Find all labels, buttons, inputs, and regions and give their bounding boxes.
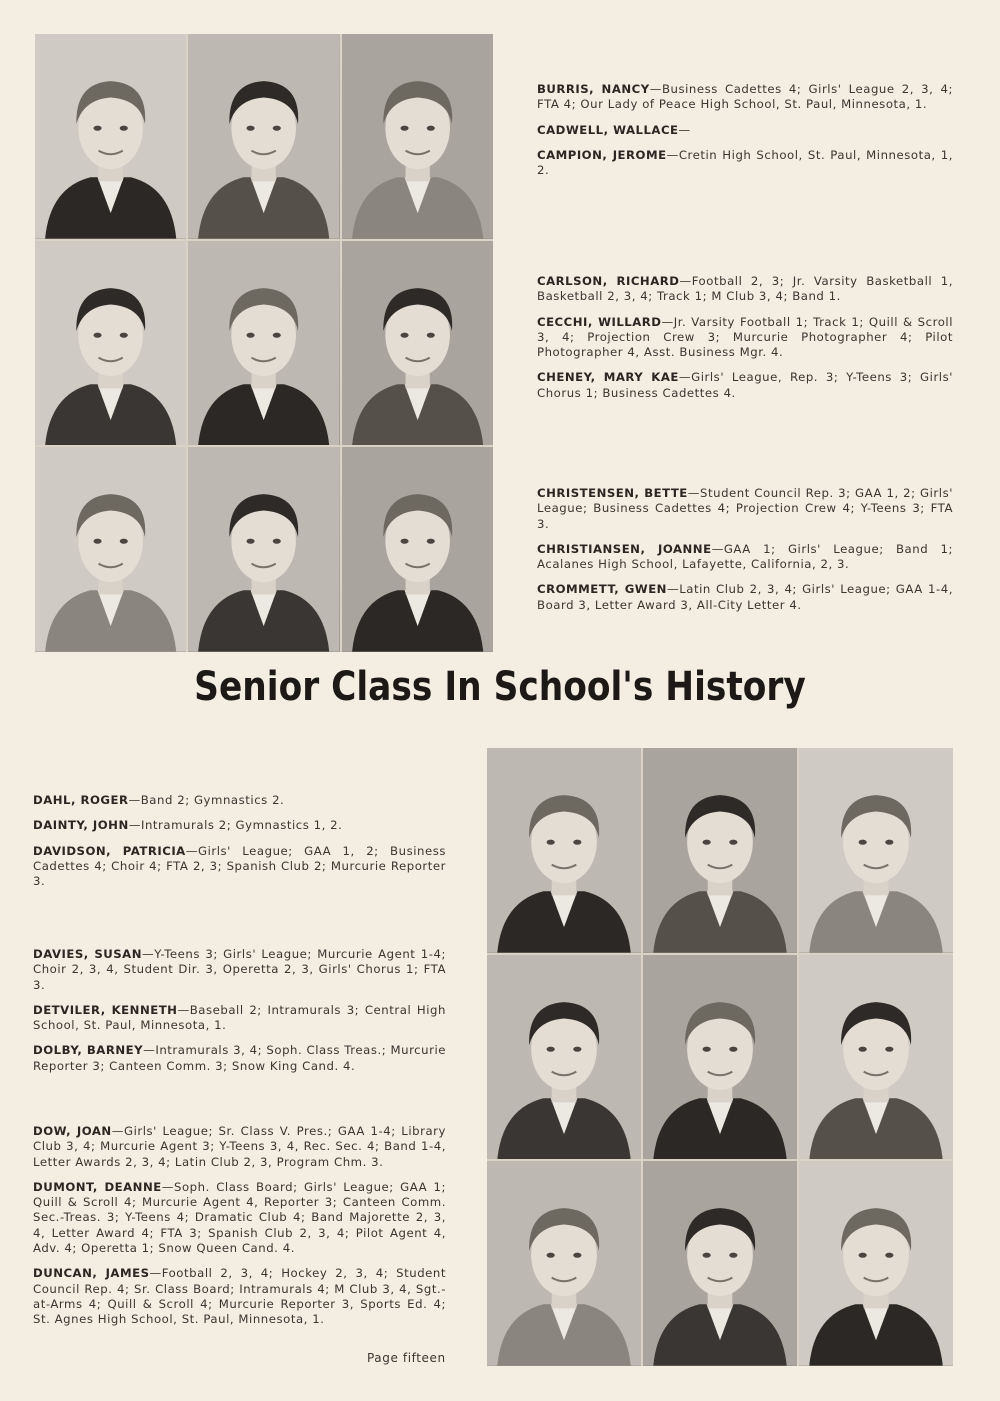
student-bio: [537, 82, 953, 113]
student-activities: —Baseball 2; Intramurals 3; Central High School, St. Paul, Minnesota, 1.: [33, 1002, 446, 1033]
student-activities: —Jr. Varsity Football 1; Track 1; Quill & Scroll 3, 4; Projection Crew 3; Murcurie Photographer 4; Pilot Photographer 4, Asst. Business Mgr. 4.: [537, 314, 953, 360]
portrait-cadwell-wallace: [188, 34, 339, 239]
portrait-cecchi-willard: [188, 241, 339, 446]
student-bio: [33, 1266, 446, 1327]
student-bio: [537, 542, 953, 573]
student-activities: —Intramurals 2; Gymnastics 1, 2.: [128, 818, 343, 833]
portrait-christiansen-joanne: [188, 447, 339, 652]
student-name: CHRISTENSEN, BETTE: [537, 486, 688, 500]
student-name: DOLBY, BARNEY: [33, 1043, 144, 1058]
student-bio: [537, 274, 953, 305]
student-activities: —Business Cadettes 4; Girls' League 2, 3, 4; FTA 4; Our Lady of Peace High School, St. Paul, Minnesota, 1.: [537, 82, 953, 112]
student-name: DAHL, ROGER: [33, 793, 129, 807]
student-bio: [537, 123, 953, 138]
student-name: DAVIDSON, PATRICIA: [33, 843, 186, 858]
portrait-dow-joan: [487, 1161, 641, 1366]
student-name: CAMPION, JEROME: [537, 147, 667, 162]
student-name: CECCHI, WILLARD: [537, 314, 662, 329]
student-bio: [33, 1003, 446, 1034]
portrait-cheney-mary-kae: [342, 241, 493, 446]
student-bio: [33, 1124, 446, 1170]
student-bio: [33, 818, 446, 833]
student-activities: —Band 2; Gymnastics 2.: [128, 793, 285, 807]
portrait-davidson-patricia: [799, 748, 953, 953]
portrait-crommett-gwen: [342, 447, 493, 652]
top-bio-group-3: [537, 486, 953, 623]
student-activities: —GAA 1; Girls' League; Band 1; Acalanes High School, Lafayette, California, 2, 3.: [537, 541, 953, 572]
portrait-dumont-deanne: [643, 1161, 797, 1366]
page-title: Senior Class In School's History: [194, 664, 806, 710]
portrait-christensen-bette: [35, 447, 186, 652]
student-activities: —Soph. Class Board; Girls' League; GAA 1; Quill & Scroll 4; Murcurie Agent 4, Reporter 3; Canteen Comm. Sec.-Treas. 3; Y-Teens 4; Dramatic Club 4; Band Majorette 2, 3, 4, Letter Award 4; FTA 3; Spanish Club 2, 3, 4; Pilot Agent 4, Adv. 4; Operetta 1; Snow Queen Cand. 4.: [33, 1179, 446, 1256]
student-bio: [537, 370, 953, 401]
portrait-detviler-kenneth: [643, 955, 797, 1160]
student-name: DOW, JOAN: [33, 1124, 112, 1138]
student-activities: —Student Council Rep. 3; GAA 1, 2; Girls' League; Business Cadettes 4; Projection Crew 4; Y-Teens 3; FTA 3.: [537, 486, 953, 531]
student-activities: —Intramurals 3, 4; Soph. Class Treas.; Murcurie Reporter 3; Canteen Comm. 3; Snow King Cand. 4.: [33, 1043, 446, 1073]
portrait-dahl-roger: [487, 748, 641, 953]
top-bio-group-1: [537, 82, 953, 188]
student-name: CADWELL, WALLACE: [537, 122, 679, 137]
student-activities: —Football 2, 3; Jr. Varsity Basketball 1, Basketball 2, 3, 4; Track 1; M Club 3, 4; Band 1.: [537, 274, 953, 304]
student-bio: [537, 315, 953, 361]
student-activities: —Football 2, 3, 4; Hockey 2, 3, 4; Student Council Rep. 4; Sr. Class Board; Intramurals 4; M Club 3, 4, Sgt.-at-Arms 4; Quill & Scroll 4; Murcurie Reporter 3, Sports Ed. 4; St. Agnes High School, St. Paul, Minnesota, 1.: [33, 1266, 446, 1327]
student-bio: [537, 486, 953, 532]
student-name: CHENEY, MARY KAE: [537, 370, 679, 385]
student-bio: [33, 844, 446, 890]
student-bio: [537, 148, 953, 179]
bottom-photo-grid: [487, 748, 953, 1366]
student-name: DAVIES, SUSAN: [33, 947, 142, 961]
portrait-dainty-john: [643, 748, 797, 953]
portrait-burris-nancy: [35, 34, 186, 239]
student-activities: —Girls' League; Sr. Class V. Pres.; GAA 1-4; Library Club 3, 4; Murcurie Agent 3; Y-Teens 3, 4, Rec. Sec. 4; Band 1-4, Letter Awards 2, 3, 4; Latin Club 2, 3, Program Chm. 3.: [33, 1124, 446, 1169]
student-activities: —: [678, 122, 691, 137]
student-bio: [33, 947, 446, 993]
bottom-bio-group-2: [33, 947, 446, 1084]
student-name: CARLSON, RICHARD: [537, 274, 680, 288]
bottom-bio-group-1: [33, 793, 446, 899]
student-name: CROMMETT, GWEN: [537, 582, 667, 597]
student-bio: [537, 582, 953, 613]
portrait-davies-susan: [487, 955, 641, 1160]
portrait-carlson-richard: [35, 241, 186, 446]
student-name: DUNCAN, JAMES: [33, 1266, 150, 1281]
student-activities: —Girls' League, Rep. 3; Y-Teens 3; Girls' Chorus 1; Business Cadettes 4.: [537, 370, 953, 400]
top-photo-grid: [35, 34, 493, 652]
student-name: BURRIS, NANCY: [537, 82, 650, 96]
portrait-dolby-barney: [799, 955, 953, 1160]
student-activities: —Cretin High School, St. Paul, Minnesota, 1, 2.: [537, 147, 953, 178]
student-name: DUMONT, DEANNE: [33, 1179, 162, 1194]
student-bio: [33, 1043, 446, 1074]
student-activities: —Y-Teens 3; Girls' League; Murcurie Agent 1-4; Choir 2, 3, 4, Student Dir. 3, Operetta 2, 3, Girls' Chorus 1; FTA 3.: [33, 947, 446, 992]
page-number: Page fifteen: [367, 1351, 446, 1365]
student-name: DAINTY, JOHN: [33, 818, 129, 833]
student-bio: [33, 793, 446, 808]
portrait-duncan-james: [799, 1161, 953, 1366]
student-activities: —Girls' League; GAA 1, 2; Business Cadettes 4; Choir 4; FTA 2, 3; Spanish Club 2; Murcurie Reporter 3.: [33, 843, 446, 889]
bottom-bio-group-3: [33, 1124, 446, 1338]
student-name: DETVILER, KENNETH: [33, 1002, 178, 1017]
student-name: CHRISTIANSEN, JOANNE: [537, 541, 712, 556]
portrait-campion-jerome: [342, 34, 493, 239]
student-activities: —Latin Club 2, 3, 4; Girls' League; GAA 1-4, Board 3, Letter Award 3, All-City Letter 4.: [537, 582, 953, 612]
student-bio: [33, 1180, 446, 1256]
top-bio-group-2: [537, 274, 953, 411]
